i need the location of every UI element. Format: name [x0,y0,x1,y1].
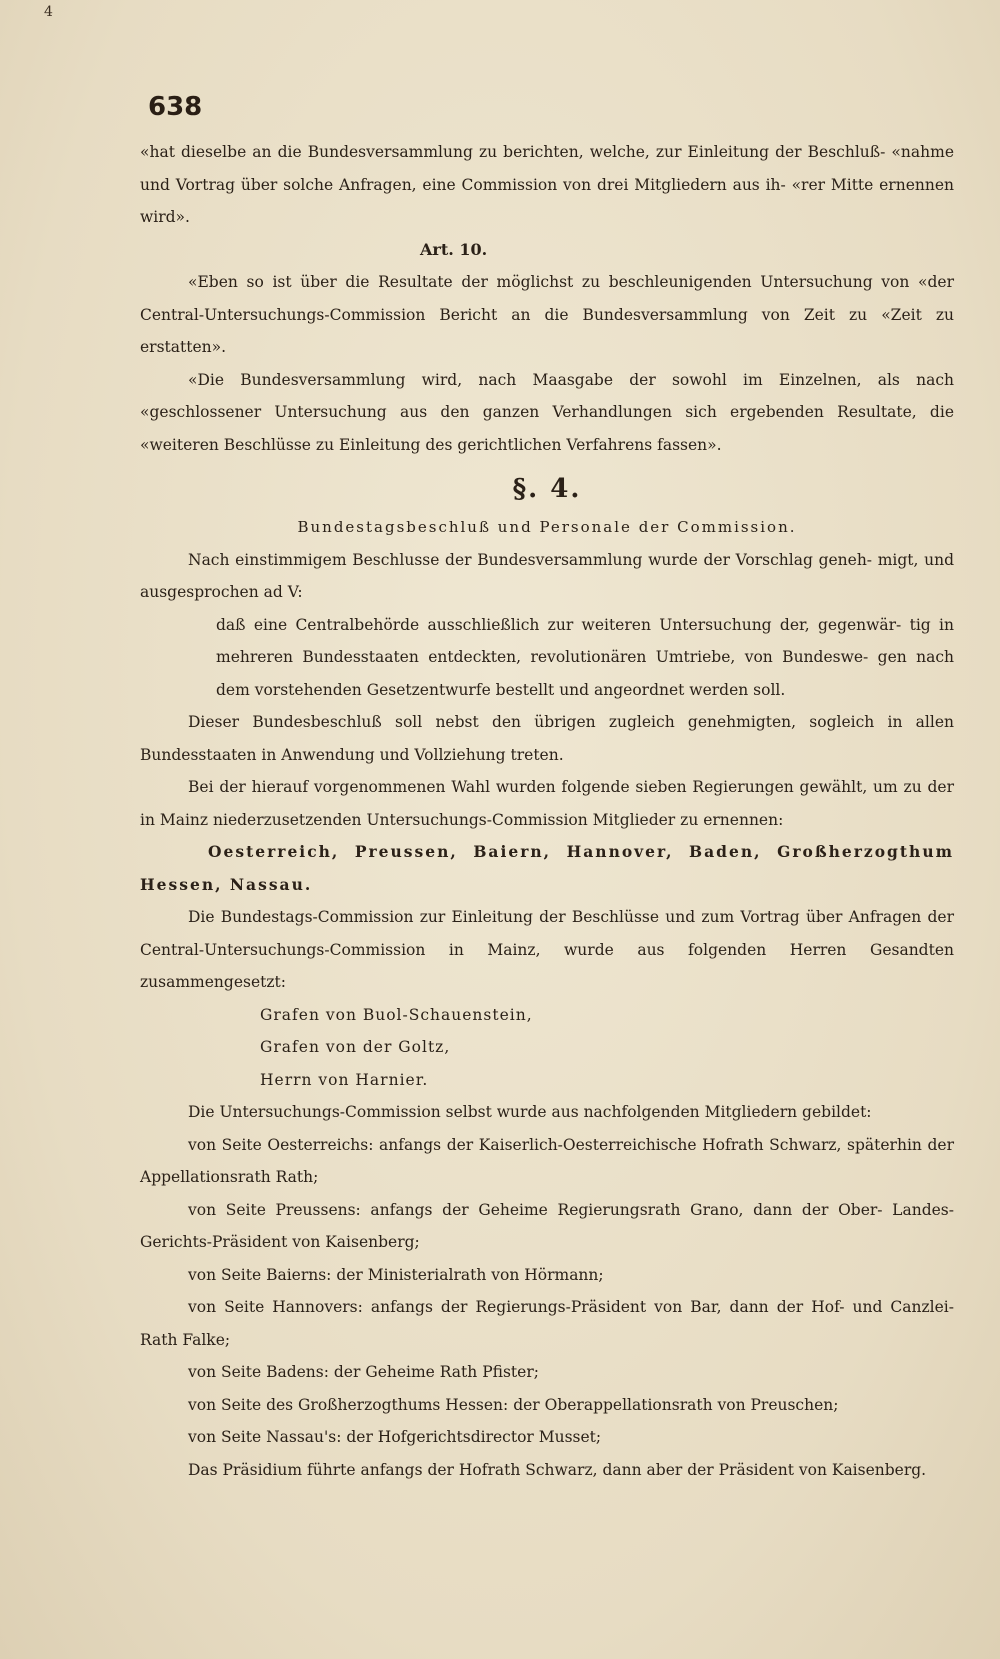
member-item: von Seite Baierns: der Ministerialrath von Hörmann; [188,1265,604,1284]
member-item: von Seite Nassau's: der Hofgerichtsdirector Musset; [188,1428,602,1446]
election-paragraph: Bei der hierauf vorgenommenen Wahl wurden folgende sieben Regierungen gewählt, um zu der in Mainz niederzusetzenden Untersuchungs-Commission Mitglieder zu ernennen: [140,778,954,829]
intro-paragraph: Nach einstimmigem Beschlusse der Bundesversammlung wurde der Vorschlag geneh- migt, und ausgesprochen ad V: [140,550,954,601]
commission-paragraph: Die Bundestags-Commission zur Einleitung der Beschlüsse und zum Vortrag über Anfragen der Central-Untersuchungs-Commission in Mainz, wurde aus folgenden Herren Gesandten zusammengesetzt: [140,908,954,991]
member-item: von Seite Oesterreichs: anfangs der Kaiserlich-Oesterreichische Hofrath Schwarz, späterhin der Appellationsrath Rath; [140,1135,954,1186]
envoy-list [260,999,954,1097]
member-item: von Seite Preussens: anfangs der Geheime Regierungsrath Grano, dann der Ober- Landes-Gerichts-Präsident von Kaisenberg; [140,1200,954,1251]
closing-paragraph: Das Präsidium führte anfangs der Hofrath Schwarz, dann aber der Präsident von Kaisenberg. [188,1460,927,1479]
article-heading: Art. 10. [420,239,488,259]
section-title: Bundestagsbeschluß und Personale der Commission. [297,518,797,536]
member-item: von Seite Badens: der Geheime Rath Pfister; [188,1363,539,1381]
envoy-item: Grafen von Buol-Schauenstein, [260,1005,533,1024]
page-number: 638 [148,92,203,122]
decree-block [216,609,954,707]
decree-text: daß eine Centralbehörde ausschließlich zur weiteren Untersuchung der, gegenwär- tig in mehreren Bundesstaaten entdeckten, revolutionären Umtriebe, von Bundeswe- gen nach dem vorstehenden Gesetzentwurfe bestellt und angeordnet werden soll. [216,615,954,699]
elected-states: Oesterreich, Preussen, Baiern, Hannover, Baden, Großherzogthum Hessen, Nassau. [140,842,954,894]
members-intro: Die Untersuchungs-Commission selbst wurde aus nachfolgenden Mitgliedern gebildet: [188,1103,872,1121]
article-paragraph: «Eben so ist über die Resultate der möglichst zu beschleunigenden Untersuchung von «der Central-Untersuchungs-Commission Bericht an die Bundesversammlung von Zeit zu «Zeit zu erstatten». [140,273,954,356]
envoy-item: Grafen von der Goltz, [260,1038,451,1056]
decree-followup: Dieser Bundesbeschluß soll nebst den übrigen zugleich genehmigten, sogleich in allen Bundesstaaten in Anwendung und Vollziehung treten. [140,713,954,764]
section-mark: §. 4. [512,474,582,504]
paragraph-continuation: «hat dieselbe an die Bundesversammlung zu berichten, welche, zur Einleitung der Beschluß- «nahme und Vortrag über solche Anfragen, eine Commission von drei Mitgliedern aus ih- «rer Mitte ernennen wird». [140,143,954,226]
page-body [140,136,954,1486]
member-item: von Seite Hannovers: anfangs der Regierungs-Präsident von Bar, dann der Hof- und Canzlei-Rath Falke; [140,1298,954,1349]
envoy-item: Herrn von Harnier. [260,1070,429,1089]
article-paragraph: «Die Bundesversammlung wird, nach Maasgabe der sowohl im Einzelnen, als nach «geschlossener Untersuchung aus den ganzen Verhandlungen sich ergebenden Resultate, die «weiteren Beschlüsse zu Einleitung des gerichtlichen Verfahrens fassen». [140,370,954,454]
member-item: von Seite des Großherzogthums Hessen: der Oberappellationsrath von Preuschen; [188,1395,839,1414]
edge-mark: 4 [44,4,53,20]
